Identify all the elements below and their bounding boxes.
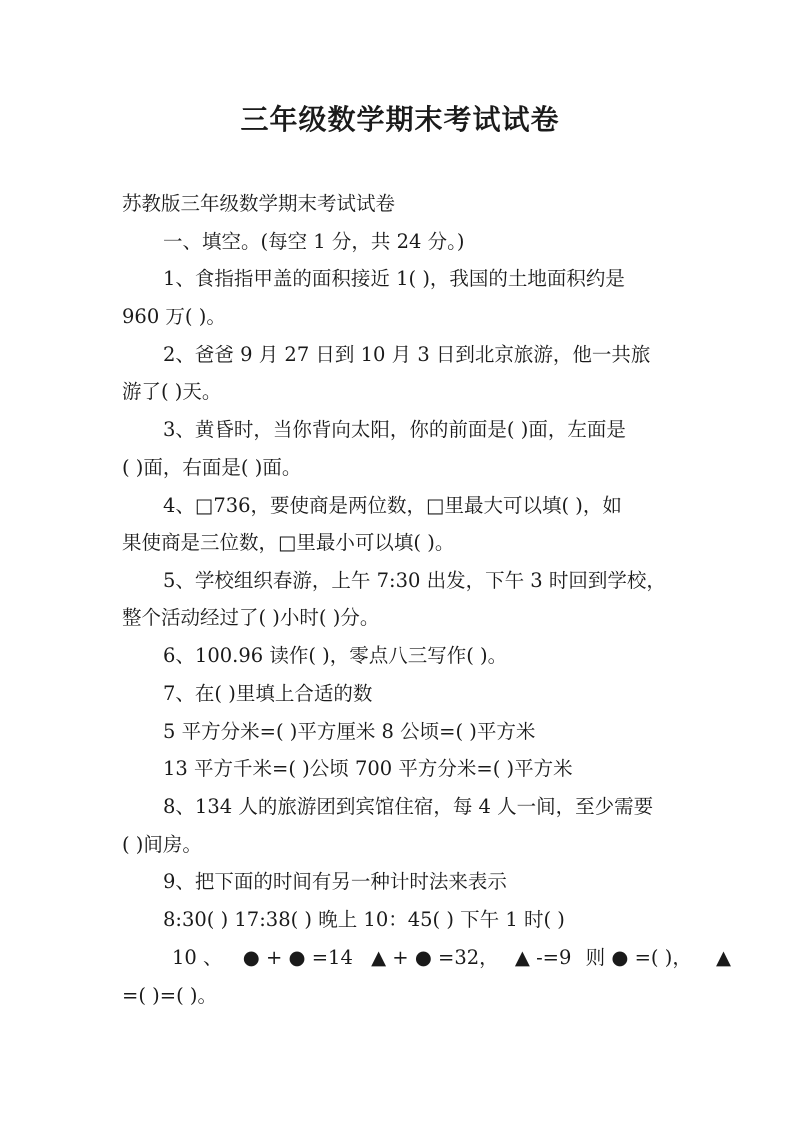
plus-sign: +: [392, 946, 409, 969]
triangle-icon: ▲: [514, 946, 530, 969]
question-line: 8、134 人的旅游团到宾馆住宿，每 4 人一间，至少需要: [163, 795, 654, 818]
question-line: 整个活动经过了( )小时( )分。: [122, 606, 380, 629]
question-line: 2、爸爸 9 月 27 日到 10 月 3 日到北京旅游，他一共旅: [163, 343, 651, 366]
question-line: 9、把下面的时间有另一种计时法来表示: [163, 870, 507, 893]
question-line: 游了( )天。: [122, 380, 222, 403]
circle-icon: ●: [242, 946, 260, 969]
question-line: ( )间房。: [122, 833, 202, 856]
question-10-line: [172, 946, 731, 970]
q10-number: 10 、: [172, 946, 223, 969]
equation-result: =14: [311, 946, 353, 969]
circle-icon: ●: [288, 946, 306, 969]
answer-blank: =( )，: [634, 946, 692, 969]
question-line: 3、黄昏时，当你背向太阳，你的前面是( )面，左面是: [163, 418, 626, 441]
equation-result: -=9: [536, 946, 572, 969]
document-subtitle: 苏教版三年级数学期末考试试卷: [122, 192, 396, 215]
then-label: 则: [585, 946, 606, 969]
section-heading: 一、填空。(每空 1 分，共 24 分。): [163, 230, 465, 253]
question-line: 5 平方分米=( )平方厘米 8 公顷=( )平方米: [163, 720, 536, 743]
question-line: 5、学校组织春游，上午 7:30 出发，下午 3 时回到学校，: [163, 569, 666, 592]
triangle-icon: ▲: [716, 946, 732, 969]
plus-sign: +: [265, 946, 283, 969]
question-line: 13 平方千米=( )公顷 700 平方分米=( )平方米: [163, 757, 573, 780]
question-line: 7、在( )里填上合适的数: [163, 682, 373, 705]
page-title: 三年级数学期末考试试卷: [240, 103, 560, 136]
question-line: 8:30( ) 17:38( ) 晚上 10：45( ) 下午 1 时( ): [163, 908, 565, 931]
question-line: 果使商是三位数，□里最小可以填( )。: [122, 531, 455, 554]
question-line: 960 万( )。: [122, 305, 226, 328]
question-line: 6、100.96 读作( )，零点八三写作( )。: [163, 644, 508, 667]
triangle-icon: ▲: [371, 946, 387, 969]
question-line: =( )=( )。: [122, 984, 218, 1007]
circle-icon: ●: [414, 946, 432, 969]
circle-icon: ●: [611, 946, 629, 969]
question-line: 1、食指指甲盖的面积接近 1( )，我国的土地面积约是: [163, 267, 625, 290]
question-line: ( )面，右面是( )面。: [122, 456, 302, 479]
equation-result: =32，: [438, 946, 499, 969]
question-line: 4、□736，要使商是两位数，□里最大可以填( )，如: [163, 494, 622, 517]
